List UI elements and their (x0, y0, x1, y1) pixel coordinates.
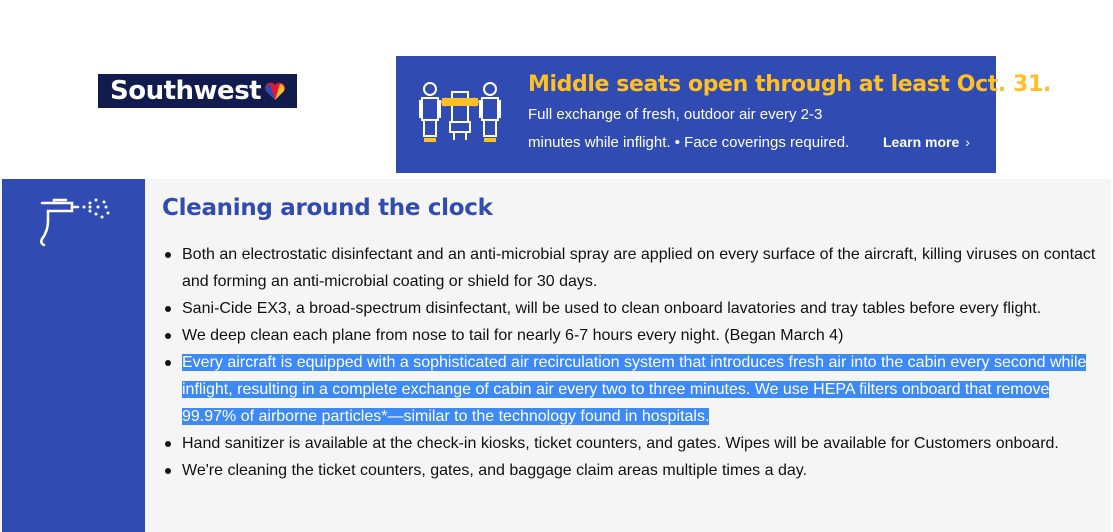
cleaning-section (0, 179, 1111, 532)
spray-icon (38, 197, 114, 249)
selected-text[interactable]: Every aircraft is equipped with a sophisticated air recirculation system that introduces fresh air into the cabin every second while inflight, resulting in a complete exchange of cabin air every two to three minutes. We use HEPA filters onboard that remove 99.97% of airborne particles*—similar to the technology found in hospitals. (182, 354, 1087, 425)
section-title: Cleaning around the clock (162, 195, 493, 221)
southwest-logo[interactable] (98, 74, 297, 108)
chevron-right-icon: › (965, 134, 970, 150)
bullet-item: Both an electrostatic disinfectant and an anti-microbial spray are applied on every surface of the aircraft, killing viruses on contact and forming an anti-microbial coating or shield for 30 days. (162, 241, 1097, 295)
cleaning-bullet-list (162, 241, 1097, 484)
bullet-item: Hand sanitizer is available at the check-in kiosks, ticket counters, and gates. Wipes will be available for Customers onboard. (162, 430, 1097, 457)
bullet-item: We're cleaning the ticket counters, gates, and baggage claim areas multiple times a day. (162, 457, 1097, 484)
learn-more-link[interactable] (883, 134, 970, 150)
logo-text: Southwest (110, 76, 262, 106)
section-icon-panel (2, 179, 145, 532)
seated-passengers-icon (414, 80, 506, 146)
bullet-item-selected (162, 349, 1097, 430)
learn-more-label: Learn more (883, 134, 960, 150)
banner-text-line-1: Full exchange of fresh, outdoor air every 2-3 (528, 106, 823, 123)
heart-icon (264, 81, 286, 101)
banner-title: Middle seats open through at least Oct. 31. (528, 72, 1051, 97)
banner-text-line-2: minutes while inflight. • Face coverings required. (528, 134, 850, 151)
bullet-item: We deep clean each plane from nose to tail for nearly 6-7 hours every night. (Began March 4) (162, 322, 1097, 349)
bullet-item: Sani-Cide EX3, a broad-spectrum disinfectant, will be used to clean onboard lavatories and tray tables before every flight. (162, 295, 1097, 322)
promo-banner[interactable] (396, 56, 1051, 173)
